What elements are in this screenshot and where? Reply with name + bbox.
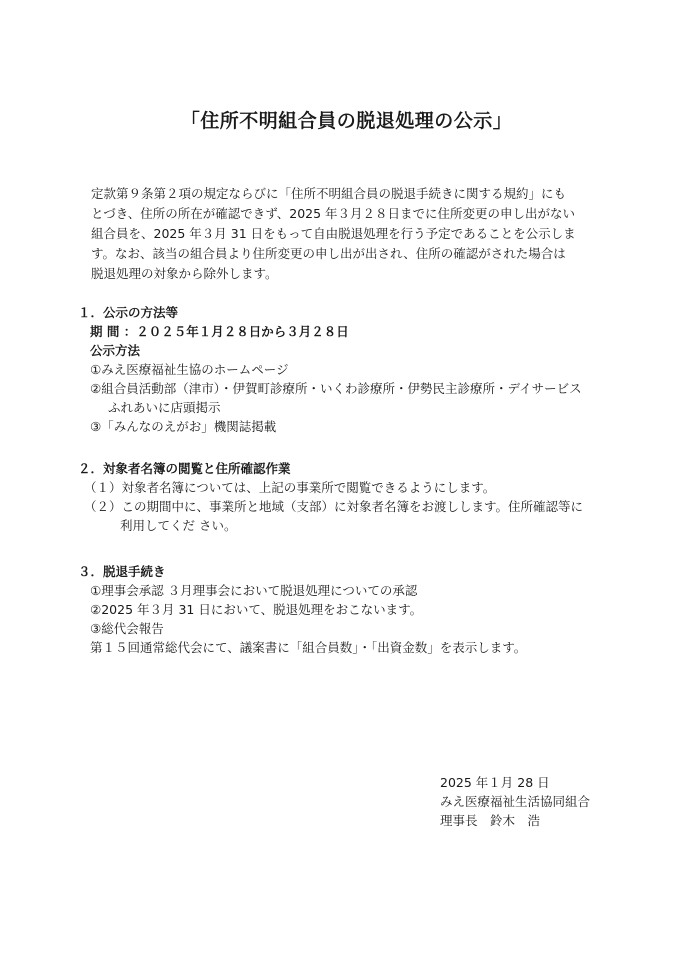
roster-item: （２）この期間中に、事業所と地域（支部）に対象者名簿をお渡しします。住所確認等に bbox=[84, 499, 584, 514]
roster-item-continuation: 利用してくだ さい。 bbox=[120, 518, 237, 533]
procedure-item: ①理事会承認 ３月理事会において脱退処理についての承認 bbox=[90, 583, 418, 598]
intro-line: 定款第９条第２項の規定ならびに「住所不明組合員の脱退手続きに関する規約」にも bbox=[91, 186, 567, 201]
section-heading: １．公示の方法等 bbox=[78, 305, 179, 320]
section-heading: ２．対象者名簿の閲覧と住所確認作業 bbox=[78, 461, 291, 476]
signature-date: 2025 年１月 28 日 bbox=[440, 775, 550, 790]
intro-paragraph bbox=[91, 184, 611, 284]
section-announcement-method bbox=[78, 303, 638, 436]
announcement-period: 期 間 ：２０２５年１月２８日から３月２８日 bbox=[90, 324, 349, 339]
signature-organization: みえ医療福祉生活協同組合 bbox=[440, 794, 591, 809]
intro-line: とづき、住所の所在が確認できず、2025 年３月２８日までに住所変更の申し出がない bbox=[91, 206, 576, 221]
section-roster-review bbox=[78, 459, 638, 535]
method-label: 公示方法 bbox=[90, 343, 141, 358]
procedure-item: ②2025 年３月 31 日において、脱退処理をおこないます。 bbox=[90, 602, 423, 617]
method-item: ①みえ医療福祉生協のホームページ bbox=[90, 362, 289, 377]
intro-line: す。なお、該当の組合員より住所変更の申し出が出され、住所の確認がされた場合は bbox=[91, 246, 566, 261]
method-item-continuation: ふれあいに店頭掲示 bbox=[108, 400, 221, 415]
section-heading: ３．脱退手続き bbox=[78, 564, 166, 579]
intro-line: 脱退処理の対象から除外します。 bbox=[91, 266, 278, 281]
procedure-item: ③総代会報告 bbox=[90, 621, 164, 636]
document-title: 「住所不明組合員の脱退処理の公示」 bbox=[180, 110, 513, 132]
method-item: ③「みんなのえがお」機関誌掲載 bbox=[90, 419, 277, 434]
method-item: ②組合員活動部（津市）・伊賀町診療所・いくわ診療所・伊勢民主診療所・デイサービス bbox=[90, 381, 582, 396]
roster-item: （１）対象者名簿については、上記の事業所で閲覧できるようにします。 bbox=[84, 480, 496, 495]
section-withdrawal-procedure bbox=[78, 562, 638, 657]
signature-representative: 理事長 鈴木 浩 bbox=[440, 813, 541, 828]
procedure-item: 第１５回通常総代会にて、議案書に「組合員数」・「出資金数」を表示します。 bbox=[90, 640, 527, 655]
intro-line: 組合員を、2025 年３月 31 日をもって自由脱退処理を行う予定であることを公示しま bbox=[91, 226, 576, 241]
signature-block bbox=[440, 773, 590, 830]
